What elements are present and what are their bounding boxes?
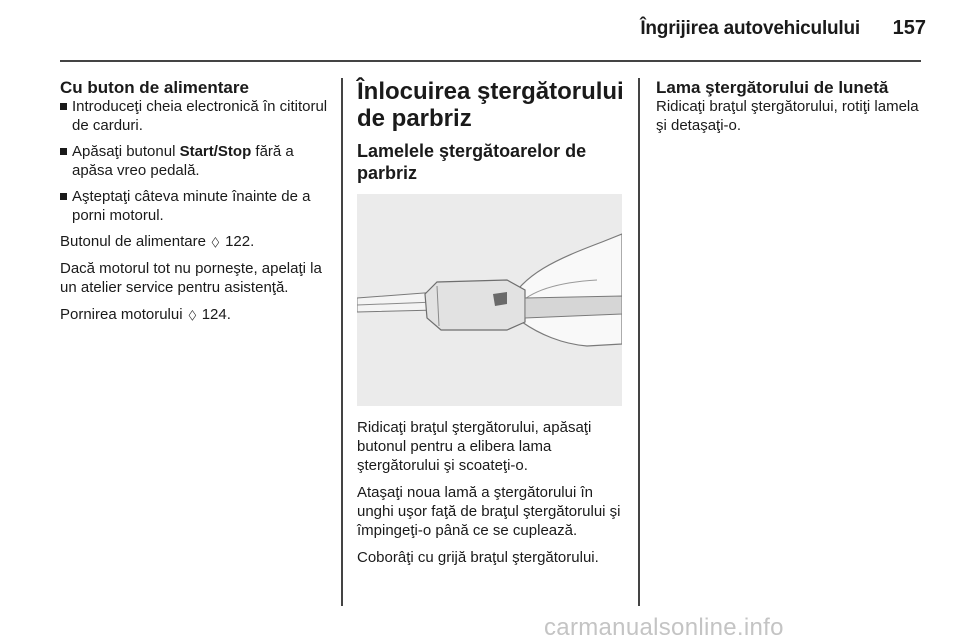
wiper-blade-drawing <box>357 194 622 406</box>
page-number: 157 <box>892 17 926 39</box>
list-item: Introduceţi cheia electronică în cititorul de carduri. <box>60 97 332 135</box>
page-header-title: Îngrijirea autovehiculului <box>640 18 860 39</box>
column-divider-left <box>341 78 343 606</box>
list-item: Apăsaţi butonul Start/Stop fără a apăsa vreo pedală. <box>60 142 332 180</box>
button-name: Start/Stop <box>179 143 252 160</box>
cross-reference-paragraph: Pornirea motorului ◇ 124. <box>60 306 231 323</box>
list-item: Aşteptaţi câteva minute înainte de a porni motorul. <box>60 187 332 225</box>
page-reference-link[interactable]: 122. <box>225 233 255 250</box>
cross-reference-icon: ◇ <box>188 306 196 322</box>
wiper-blade-illustration <box>357 194 622 406</box>
column-3 <box>656 78 921 143</box>
section-heading-power-button: Cu buton de alimentare <box>60 78 249 97</box>
section-title-wiper-replacement: Înlocuirea ştergătorului de parbriz <box>357 78 624 132</box>
page-reference-link[interactable]: 124. <box>201 306 231 323</box>
column-divider-right <box>638 78 640 606</box>
body-paragraph: Dacă motorul tot nu porneşte, apelaţi la un atelier service pentru asistenţă. <box>60 260 322 296</box>
body-paragraph: Ridicaţi braţul ştergătorului, apăsaţi butonul pentru a elibera lama ştergătorului şi scoateţi-o. <box>357 419 592 474</box>
body-paragraph: Coborâţi cu grijă braţul ştergătorului. <box>357 549 599 566</box>
instruction-list <box>60 97 332 225</box>
section-heading-rear-wiper: Lama ştergătorului de lunetă <box>656 78 889 97</box>
column-2 <box>357 78 627 575</box>
body-paragraph: Ridicaţi braţul ştergătorului, rotiţi lamela şi detaşaţi-o. <box>656 98 919 134</box>
subsection-title-wiper-blades: Lamelele ştergătoarelor de parbriz <box>357 141 587 183</box>
cross-reference-icon: ◇ <box>211 233 220 249</box>
header-rule <box>60 60 921 62</box>
body-paragraph: Ataşaţi noua lamă a ştergătorului în unghi uşor faţă de braţul ştergătorului şi împingeţi-o până ce se cuplează. <box>357 484 621 539</box>
cross-reference-paragraph: Butonul de alimentare ◇ 122. <box>60 233 255 250</box>
watermark: carmanualsonline.info <box>544 614 784 641</box>
column-1 <box>60 78 332 332</box>
